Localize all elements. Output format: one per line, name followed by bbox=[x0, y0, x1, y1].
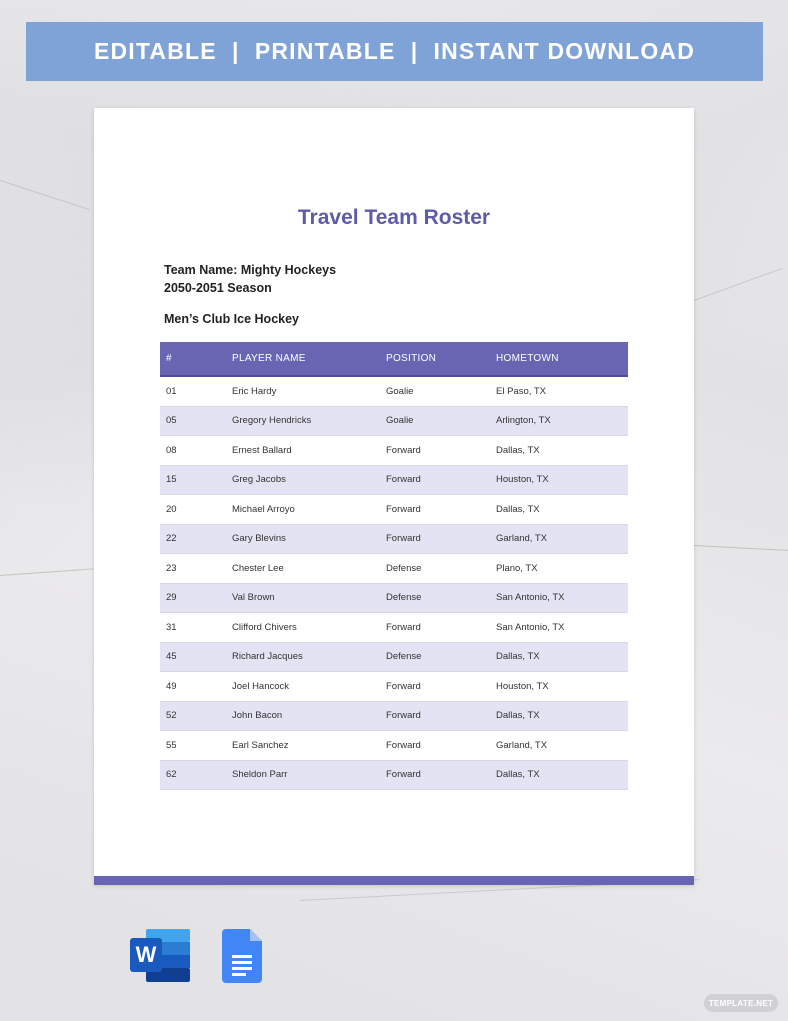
table-row bbox=[160, 376, 628, 406]
cell-player-name: Val Brown bbox=[226, 583, 380, 613]
table-row bbox=[160, 613, 628, 643]
cell-hometown: Arlington, TX bbox=[490, 406, 628, 436]
roster-table bbox=[160, 342, 628, 790]
cell-number: 31 bbox=[160, 613, 226, 643]
marble-vein bbox=[0, 568, 96, 576]
cell-player-name: Clifford Chivers bbox=[226, 613, 380, 643]
table-row bbox=[160, 672, 628, 702]
microsoft-word-icon[interactable] bbox=[130, 929, 190, 982]
table-row bbox=[160, 701, 628, 731]
table-row bbox=[160, 554, 628, 584]
cell-player-name: Gregory Hendricks bbox=[226, 406, 380, 436]
cell-position: Forward bbox=[380, 495, 490, 525]
table-row bbox=[160, 406, 628, 436]
table-row bbox=[160, 436, 628, 466]
banner-text: EDITABLE | PRINTABLE | INSTANT DOWNLOAD bbox=[93, 38, 696, 64]
table-row bbox=[160, 465, 628, 495]
cell-number: 62 bbox=[160, 760, 226, 790]
table-row bbox=[160, 583, 628, 613]
cell-number: 05 bbox=[160, 406, 226, 436]
header-position: POSITION bbox=[380, 342, 490, 376]
cell-player-name: Gary Blevins bbox=[226, 524, 380, 554]
cell-hometown: San Antonio, TX bbox=[490, 583, 628, 613]
document-page bbox=[94, 108, 694, 885]
cell-position: Goalie bbox=[380, 376, 490, 406]
page-footer-bar bbox=[94, 876, 694, 885]
document-title: Travel Team Roster bbox=[297, 206, 491, 229]
table-row bbox=[160, 642, 628, 672]
word-icon-letter: W bbox=[135, 942, 157, 967]
cell-position: Forward bbox=[380, 436, 490, 466]
cell-player-name: Ernest Ballard bbox=[226, 436, 380, 466]
cell-position: Forward bbox=[380, 672, 490, 702]
cell-hometown: El Paso, TX bbox=[490, 376, 628, 406]
cell-number: 08 bbox=[160, 436, 226, 466]
header-player-name: PLAYER NAME bbox=[226, 342, 380, 376]
cell-position: Forward bbox=[380, 524, 490, 554]
cell-hometown: Houston, TX bbox=[490, 672, 628, 702]
cell-hometown: Dallas, TX bbox=[490, 760, 628, 790]
cell-position: Forward bbox=[380, 731, 490, 761]
cell-player-name: Michael Arroyo bbox=[226, 495, 380, 525]
cell-hometown: Dallas, TX bbox=[490, 642, 628, 672]
header-hometown: HOMETOWN bbox=[490, 342, 628, 376]
cell-hometown: Garland, TX bbox=[490, 731, 628, 761]
cell-number: 15 bbox=[160, 465, 226, 495]
cell-hometown: Garland, TX bbox=[490, 524, 628, 554]
cell-player-name: Earl Sanchez bbox=[226, 731, 380, 761]
marble-vein bbox=[694, 545, 788, 551]
cell-hometown: Dallas, TX bbox=[490, 495, 628, 525]
table-row bbox=[160, 495, 628, 525]
cell-hometown: San Antonio, TX bbox=[490, 613, 628, 643]
cell-position: Forward bbox=[380, 701, 490, 731]
team-name: Team Name: Mighty Hockeys bbox=[164, 263, 337, 277]
brand-watermark: TEMPLATE.NET bbox=[704, 994, 778, 1012]
cell-number: 49 bbox=[160, 672, 226, 702]
table-row bbox=[160, 524, 628, 554]
cell-number: 29 bbox=[160, 583, 226, 613]
cell-number: 01 bbox=[160, 376, 226, 406]
header-number: # bbox=[160, 342, 226, 376]
cell-player-name: Greg Jacobs bbox=[226, 465, 380, 495]
promo-banner bbox=[26, 22, 763, 81]
cell-position: Defense bbox=[380, 583, 490, 613]
cell-hometown: Houston, TX bbox=[490, 465, 628, 495]
cell-number: 20 bbox=[160, 495, 226, 525]
cell-number: 52 bbox=[160, 701, 226, 731]
google-docs-icon[interactable] bbox=[222, 929, 262, 983]
cell-number: 55 bbox=[160, 731, 226, 761]
cell-position: Forward bbox=[380, 613, 490, 643]
marble-vein bbox=[0, 180, 90, 210]
cell-player-name: Chester Lee bbox=[226, 554, 380, 584]
cell-player-name: Richard Jacques bbox=[226, 642, 380, 672]
cell-position: Forward bbox=[380, 760, 490, 790]
marble-vein bbox=[694, 268, 783, 301]
cell-position: Defense bbox=[380, 642, 490, 672]
cell-position: Defense bbox=[380, 554, 490, 584]
cell-player-name: John Bacon bbox=[226, 701, 380, 731]
table-header-row bbox=[160, 342, 628, 376]
cell-player-name: Eric Hardy bbox=[226, 376, 380, 406]
table-row bbox=[160, 731, 628, 761]
cell-hometown: Dallas, TX bbox=[490, 701, 628, 731]
cell-player-name: Sheldon Parr bbox=[226, 760, 380, 790]
cell-hometown: Dallas, TX bbox=[490, 436, 628, 466]
cell-player-name: Joel Hancock bbox=[226, 672, 380, 702]
season: 2050-2051 Season bbox=[164, 281, 272, 295]
league-name: Men’s Club Ice Hockey bbox=[164, 312, 299, 326]
cell-position: Forward bbox=[380, 465, 490, 495]
cell-number: 23 bbox=[160, 554, 226, 584]
cell-hometown: Plano, TX bbox=[490, 554, 628, 584]
cell-position: Goalie bbox=[380, 406, 490, 436]
table-row bbox=[160, 760, 628, 790]
cell-number: 45 bbox=[160, 642, 226, 672]
cell-number: 22 bbox=[160, 524, 226, 554]
